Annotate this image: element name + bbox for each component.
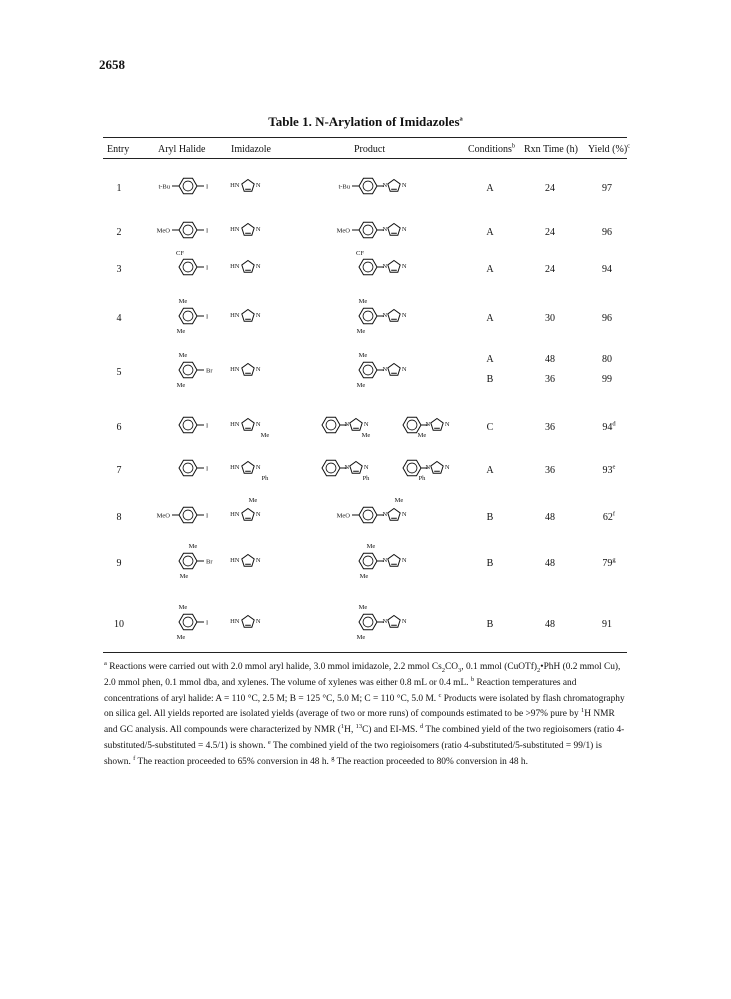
row-9-imidazole-hn-label: HN xyxy=(230,556,240,564)
row-1-imidazole-n-label: N xyxy=(255,181,261,189)
row-6-product-b-aromatic xyxy=(407,420,417,430)
row-4-product-ring xyxy=(359,308,377,324)
row-4-imidazole-n-label: N xyxy=(255,311,261,319)
row-1-conditions: A xyxy=(486,183,494,194)
row-8-product-imid-me: Me xyxy=(394,497,404,504)
row-4-entry: 4 xyxy=(116,313,122,324)
row-7-yield-mark: e xyxy=(612,463,616,471)
row-5-imidazole-n-label: N xyxy=(255,365,261,373)
row-7-product-b-aromatic xyxy=(407,463,417,473)
row-5-imidazole-hn-label: HN xyxy=(230,365,240,373)
footnote-a-text-3: , 0.1 mmol (CuOTf) xyxy=(461,662,538,672)
row-5-product-aromatic xyxy=(363,365,373,375)
row-5-aryl-me-bottom: Me xyxy=(176,382,186,389)
footnote-f-text: The reaction proceeded to 65% conversion in 48 h. xyxy=(135,756,332,767)
row-9-aryl-halide-ring xyxy=(179,553,197,569)
row-9-aryl-halide-right-label: Br xyxy=(206,558,213,566)
row-7-time: 36 xyxy=(545,465,555,476)
row-6-time: 36 xyxy=(545,422,555,433)
row-1-imidazole-hn-label: HN xyxy=(230,181,240,189)
row-4-aryl-me-top: Me xyxy=(178,298,188,305)
row-8-time: 48 xyxy=(545,512,555,523)
row-2-aryl-halide-ring xyxy=(179,222,197,238)
row-8-aryl-halide-aromatic xyxy=(183,510,193,520)
page-number: 2658 xyxy=(99,57,125,72)
row-8-yield-mark: f xyxy=(612,510,616,518)
row-3-yield: 94 xyxy=(602,264,612,275)
row-6-aryl-halide-aromatic xyxy=(183,420,193,430)
row-5-time-2: 36 xyxy=(545,374,555,385)
row-4-product-me-top: Me xyxy=(358,298,368,305)
row-5-entry: 5 xyxy=(116,367,122,378)
row-2-product-left-label: MeO xyxy=(336,227,350,235)
row-10-imidazole-hn-label: HN xyxy=(230,617,240,625)
row-9-time: 48 xyxy=(545,558,555,569)
table-title-mark: a xyxy=(459,115,463,123)
row-4-yield: 96 xyxy=(602,313,612,324)
row-2-product-imid-n-label: N xyxy=(401,225,407,233)
row-6-product-a-aromatic xyxy=(326,420,336,430)
row-1-aryl-halide-right-label: I xyxy=(206,183,209,191)
row-5-yield-2: 99 xyxy=(602,374,612,385)
row-9-aryl-halide-aromatic xyxy=(183,556,193,566)
row-3-imidazole-hn-label: HN xyxy=(230,262,240,270)
row-4-aryl-halide-aromatic xyxy=(183,311,193,321)
row-8-product-ring xyxy=(359,507,377,523)
row-7-imidazole-hn-label: HN xyxy=(230,463,240,471)
row-3-entry: 3 xyxy=(116,264,122,275)
row-10-product-imid-n-label: N xyxy=(401,617,407,625)
row-9-product-imid-n-label: N xyxy=(401,556,407,564)
row-7-yield-value: 93 xyxy=(602,465,613,476)
row-4-product-aromatic xyxy=(363,311,373,321)
row-1-aryl-halide-left-label: t-Bu xyxy=(158,183,170,191)
row-3-aryl-halide-right-label: I xyxy=(206,264,209,272)
row-6-aryl-halide-right-label: I xyxy=(206,422,209,430)
row-9-product-ring xyxy=(359,553,377,569)
row-3-aryl-halide-ring xyxy=(179,259,197,275)
row-7-aryl-halide-ring xyxy=(179,460,197,476)
footnote-d-text: The combined yield of the two regioisomers (ratio 4-substituted/5-substituted = 4.5/1) is shown. xyxy=(104,725,625,751)
footnote-a-text-4: •PhH (0.2 mmol Cu), 2.0 mmol phen, 0.1 mmol dba, and xylenes. The volume of xylenes was either 0.8 mL or 0.4 mL. xyxy=(104,662,621,688)
row-6-product-a-imid-n1-label: N xyxy=(344,420,350,428)
row-9-aryl-me-top: Me xyxy=(188,543,198,550)
table-footnotes xyxy=(104,660,630,771)
footnote-c-text-1: Products were isolated by flash chromatography on silica gel. All yields reported are isolated yields (average of two or more runs) of compounds estimated to be >97% pure by xyxy=(104,693,625,720)
row-4-product-imid-n-label: N xyxy=(401,311,407,319)
row-7-product-b-sub: Ph xyxy=(418,475,426,482)
row-6-imidazole-hn-label: HN xyxy=(230,420,240,428)
header-conditions-text: Conditions xyxy=(468,144,512,155)
row-2-aryl-halide-right-label: I xyxy=(206,227,209,235)
row-1-product-left-label: t-Bu xyxy=(338,183,350,191)
row-2-imidazole-n-label: N xyxy=(255,225,261,233)
row-2-yield: 96 xyxy=(602,227,612,238)
footnote-b-mark: b xyxy=(470,675,475,683)
row-5-aryl-halide-aromatic xyxy=(183,365,193,375)
row-6-product-a-imid-n-label: N xyxy=(363,420,369,428)
row-3-product-ring xyxy=(359,259,377,275)
row-1-product-imid-n-label: N xyxy=(401,181,407,189)
row-4-imidazole-hn-label: HN xyxy=(230,311,240,319)
footnote-f-mark: f xyxy=(133,754,136,762)
row-9-conditions: B xyxy=(486,558,494,569)
row-9-product-me-top: Me xyxy=(366,543,376,550)
row-1-time: 24 xyxy=(545,183,555,194)
row-5-aryl-halide-ring xyxy=(179,362,197,378)
row-7-conditions: A xyxy=(486,465,494,476)
row-3-product-cf3: CF xyxy=(356,250,364,257)
row-1-aryl-halide-aromatic xyxy=(183,181,193,191)
row-3-aryl-cf3: CF xyxy=(176,250,184,257)
row-9-entry: 9 xyxy=(116,558,122,569)
row-4-product-me-bottom: Me xyxy=(356,328,366,335)
footnote-c-sup-2: 1 xyxy=(340,723,345,731)
footnote-a-sub-3: 2 xyxy=(537,666,541,674)
row-4-time: 30 xyxy=(545,313,555,324)
row-10-yield: 91 xyxy=(602,619,612,630)
row-10-conditions: B xyxy=(486,619,494,630)
row-6-imidazole-me: Me xyxy=(260,432,270,439)
row-7-product-b-ring xyxy=(403,460,421,476)
row-10-aryl-me-top: Me xyxy=(178,604,188,611)
header-product: Product xyxy=(354,144,386,155)
footnote-c-mark: c xyxy=(438,691,442,699)
footnote-c-text-2: H NMR and GC analysis. All compounds were characterized by NMR ( xyxy=(104,709,615,736)
footnote-e-text: The combined yield of the two regioisomers (ratio 4-substituted/5-substituted = 99/1) is shown. xyxy=(104,740,602,767)
header-yield-text: Yield (%) xyxy=(588,144,628,155)
row-8-conditions: B xyxy=(486,512,494,523)
header-aryl-halide: Aryl Halide xyxy=(158,144,206,155)
row-9-yield-mark: g xyxy=(612,556,616,564)
row-10-time: 48 xyxy=(545,619,555,630)
row-10-product-aromatic xyxy=(363,617,373,627)
row-2-time: 24 xyxy=(545,227,555,238)
row-7-product-a-imid-n1-label: N xyxy=(344,463,350,471)
row-6-entry: 6 xyxy=(116,422,122,433)
header-entry: Entry xyxy=(107,144,130,155)
row-6-conditions: C xyxy=(486,422,494,433)
row-7-product-b-imid-n1-label: N xyxy=(425,463,431,471)
row-7-product-b-imid-n-label: N xyxy=(444,463,450,471)
row-6-yield-mark: d xyxy=(612,420,616,428)
row-8-product-imid-n-label: N xyxy=(401,510,407,518)
row-7-product-a-sub: Ph xyxy=(362,475,370,482)
row-6-product-b-ring xyxy=(403,417,421,433)
row-1-yield: 97 xyxy=(602,183,612,194)
footnote-a-text-2: CO xyxy=(444,662,458,672)
row-5-conditions: A xyxy=(486,354,494,365)
footnote-a-text-1: Reactions were carried out with 2.0 mmol aryl halide, 3.0 mmol imidazole, 2.2 mmol Cs xyxy=(106,662,442,672)
row-5-product-imid-n-label: N xyxy=(401,365,407,373)
header-imidazole: Imidazole xyxy=(231,144,271,155)
row-8-product-aromatic xyxy=(363,510,373,520)
row-2-product-aromatic xyxy=(363,225,373,235)
footnote-c-sup-1: 1 xyxy=(581,707,585,715)
row-6-product-b-sub: Me xyxy=(417,432,427,439)
row-9-product-aromatic xyxy=(363,556,373,566)
row-6-imidazole-n-label: N xyxy=(255,420,261,428)
row-6-aryl-halide-ring xyxy=(179,417,197,433)
row-8-imidazole-me: Me xyxy=(248,497,258,504)
row-4-aryl-halide-ring xyxy=(179,308,197,324)
row-4-product-imid-n1-label: N xyxy=(382,311,388,319)
row-6-product-a-ring xyxy=(322,417,340,433)
footnote-d-mark: d xyxy=(419,723,424,731)
footnote-a-sub-1: 2 xyxy=(441,666,445,674)
row-2-conditions: A xyxy=(486,227,494,238)
row-10-product-me-top: Me xyxy=(358,604,368,611)
row-4-aryl-halide-right-label: I xyxy=(206,313,209,321)
row-2-entry: 2 xyxy=(116,227,122,238)
footnote-g-text: The reaction proceeded to 80% conversion in 48 h. xyxy=(334,756,528,767)
row-10-product-ring xyxy=(359,614,377,630)
row-1-product-imid-n1-label: N xyxy=(382,181,388,189)
row-10-aryl-halide-ring xyxy=(179,614,197,630)
row-7-entry: 7 xyxy=(116,465,122,476)
header-yield-mark: c xyxy=(627,142,631,150)
row-1-aryl-halide-ring xyxy=(179,178,197,194)
row-5-aryl-halide-right-label: Br xyxy=(206,367,213,375)
table-title-text: Table 1. N-Arylation of Imidazoles xyxy=(268,114,460,129)
row-8-aryl-halide-left-label: MeO xyxy=(156,512,170,520)
row-10-product-imid-n1-label: N xyxy=(382,617,388,625)
row-6-yield-value: 94 xyxy=(602,422,613,433)
row-5-product-imid-n1-label: N xyxy=(382,365,388,373)
row-9-imidazole-n-label: N xyxy=(255,556,261,564)
footnote-b-text: Reaction temperatures and concentrations of aryl halide: A = 110 °C, 2.5 M; B = 125 °C, 5.0 M; C = 110 °C, 5.0 M. xyxy=(104,677,577,704)
row-2-aryl-halide-left-label: MeO xyxy=(156,227,170,235)
row-1-product-ring xyxy=(359,178,377,194)
row-5-yield: 80 xyxy=(602,354,612,365)
row-3-conditions: A xyxy=(486,264,494,275)
row-8-imidazole-n-label: N xyxy=(255,510,261,518)
header-conditions-mark: b xyxy=(511,142,516,150)
row-7-product-a-ring xyxy=(322,460,340,476)
row-1-product-aromatic xyxy=(363,181,373,191)
row-8-aryl-halide-right-label: I xyxy=(206,512,209,520)
row-2-imidazole-hn-label: HN xyxy=(230,225,240,233)
row-10-entry: 10 xyxy=(114,619,124,630)
row-3-product-imid-n1-label: N xyxy=(382,262,388,270)
row-3-imidazole-n-label: N xyxy=(255,262,261,270)
row-3-product-aromatic xyxy=(363,262,373,272)
row-7-aryl-halide-aromatic xyxy=(183,463,193,473)
row-2-product-imid-n1-label: N xyxy=(382,225,388,233)
row-9-yield-value: 79 xyxy=(602,558,613,569)
row-4-aryl-me-bottom: Me xyxy=(176,328,186,335)
row-5-product-me-bottom: Me xyxy=(356,382,366,389)
row-6-product-b-imid-n1-label: N xyxy=(425,420,431,428)
row-10-aryl-halide-right-label: I xyxy=(206,619,209,627)
row-5-product-me-top: Me xyxy=(358,352,368,359)
row-8-product-imid-n1-label: N xyxy=(382,510,388,518)
row-8-product-left-label: MeO xyxy=(336,512,350,520)
row-7-imidazole-ph: Ph xyxy=(261,475,269,482)
row-9-product-imid-n1-label: N xyxy=(382,556,388,564)
row-3-aryl-halide-aromatic xyxy=(183,262,193,272)
footnote-a-mark: a xyxy=(104,659,107,667)
row-7-product-a-imid-n-label: N xyxy=(363,463,369,471)
row-7-imidazole-n-label: N xyxy=(255,463,261,471)
footnote-c-sup-3: 13 xyxy=(355,723,363,731)
row-5-conditions-2: B xyxy=(486,374,494,385)
row-3-product-imid-n-label: N xyxy=(401,262,407,270)
footnote-e-mark: e xyxy=(267,738,271,746)
row-4-conditions: A xyxy=(486,313,494,324)
row-2-aryl-halide-aromatic xyxy=(183,225,193,235)
row-7-product-a-aromatic xyxy=(326,463,336,473)
footnote-c-text-3: H, xyxy=(344,725,356,736)
row-2-product-ring xyxy=(359,222,377,238)
row-5-time: 48 xyxy=(545,354,555,365)
row-6-product-b-imid-n-label: N xyxy=(444,420,450,428)
row-8-aryl-halide-ring xyxy=(179,507,197,523)
row-10-aryl-me-bottom: Me xyxy=(176,634,186,641)
row-9-product-me-bottom: Me xyxy=(359,573,369,580)
row-8-imidazole-hn-label: HN xyxy=(230,510,240,518)
footnote-a-sub-2: 3 xyxy=(458,666,462,674)
row-6-product-a-sub: Me xyxy=(361,432,371,439)
row-10-product-me-bottom: Me xyxy=(356,634,366,641)
row-9-aryl-me-bottom: Me xyxy=(179,573,189,580)
row-10-imidazole-n-label: N xyxy=(255,617,261,625)
header-rxn-time: Rxn Time (h) xyxy=(524,144,578,155)
row-3-time: 24 xyxy=(545,264,555,275)
row-5-aryl-me-top: Me xyxy=(178,352,188,359)
row-10-aryl-halide-aromatic xyxy=(183,617,193,627)
row-8-entry: 8 xyxy=(116,512,122,523)
footnote-g-mark: g xyxy=(331,754,335,762)
footnote-c-text-4: C) and EI-MS. xyxy=(362,725,420,736)
row-1-entry: 1 xyxy=(116,183,122,194)
row-8-yield-value: 62 xyxy=(602,512,613,523)
row-7-aryl-halide-right-label: I xyxy=(206,465,209,473)
row-5-product-ring xyxy=(359,362,377,378)
